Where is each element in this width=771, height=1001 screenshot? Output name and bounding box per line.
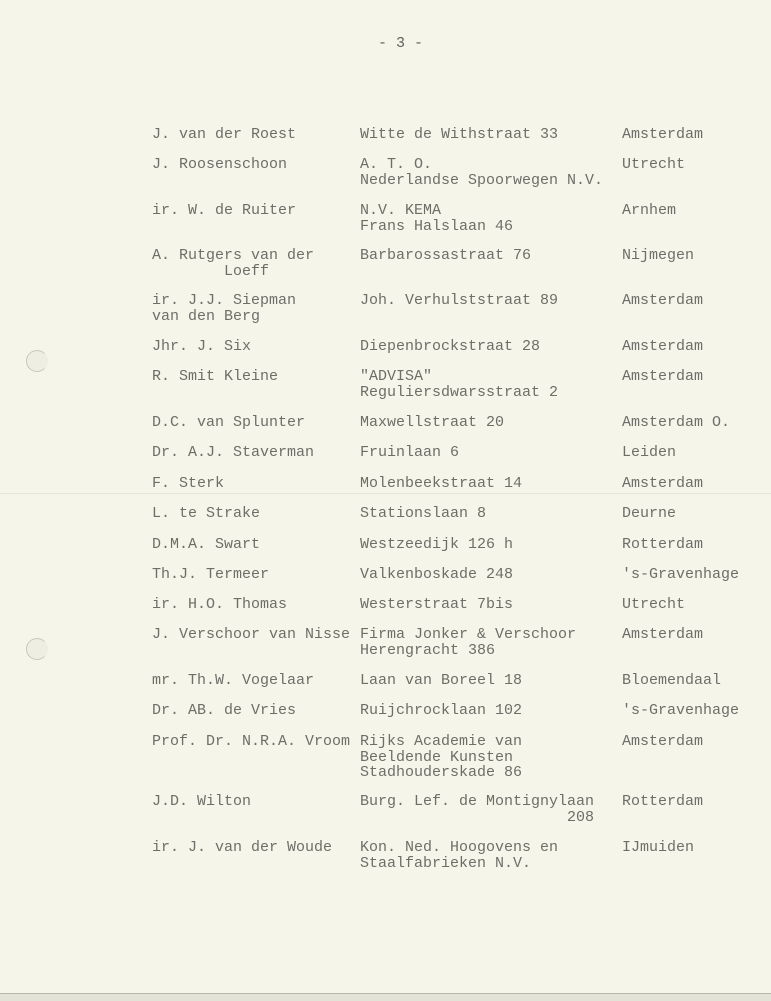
- city-line: Utrecht: [622, 156, 686, 173]
- address-line: Laan van Boreel 18: [360, 672, 523, 689]
- city-line: Amsterdam: [622, 292, 704, 309]
- person-name-line: Th.J. Termeer: [152, 566, 270, 583]
- punch-hole-icon: [26, 638, 48, 660]
- city: [622, 369, 703, 385]
- person-name-line: Dr. AB. de Vries: [152, 702, 297, 719]
- person-name: [152, 627, 350, 643]
- page-number: - 3 -: [378, 35, 424, 52]
- person-name: [152, 248, 314, 279]
- city: [622, 445, 676, 461]
- person-name: [152, 597, 287, 613]
- person-name: [152, 339, 251, 355]
- person-name-line: L. te Strake: [152, 505, 261, 522]
- city-line: Amsterdam: [622, 733, 704, 750]
- city: [622, 703, 739, 719]
- city: [622, 293, 703, 309]
- address: [360, 415, 504, 431]
- city: [622, 157, 685, 173]
- city-line: Bloemendaal: [622, 672, 722, 689]
- person-name-line: ir. J.J. Siepman: [152, 292, 297, 309]
- person-name: [152, 415, 305, 431]
- address: [360, 567, 513, 583]
- city: [622, 476, 703, 492]
- person-name-line: D.M.A. Swart: [152, 536, 261, 553]
- person-name-line: Dr. A.J. Staverman: [152, 444, 315, 461]
- address-line: Maxwellstraat 20: [360, 414, 505, 431]
- address: [360, 673, 522, 689]
- city: [622, 248, 694, 264]
- address: [360, 248, 531, 264]
- person-name-line: ir. W. de Ruiter: [152, 202, 297, 219]
- address-line: Witte de Withstraat 33: [360, 126, 559, 143]
- address-line: Nederlandse Spoorwegen N.V.: [360, 171, 604, 189]
- address-line: Burg. Lef. de Montignylaan: [360, 793, 595, 810]
- address: [360, 476, 522, 492]
- person-name-line: A. Rutgers van der: [152, 247, 315, 264]
- city: [622, 597, 685, 613]
- city-line: Utrecht: [622, 596, 686, 613]
- address-line: 208: [360, 808, 595, 826]
- person-name: [152, 673, 314, 689]
- address: [360, 627, 576, 658]
- city-line: 's-Gravenhage: [622, 702, 740, 719]
- city-line: Amsterdam: [622, 368, 704, 385]
- person-name-line: J. van der Roest: [152, 126, 297, 143]
- person-name-line: F. Sterk: [152, 475, 225, 492]
- address: [360, 339, 540, 355]
- person-name-line: Jhr. J. Six: [152, 338, 252, 355]
- city-line: Rotterdam: [622, 793, 704, 810]
- address-line: Rijks Academie van: [360, 733, 523, 750]
- person-name: [152, 203, 296, 219]
- person-name-line: Loeff: [152, 262, 270, 280]
- person-name-line: R. Smit Kleine: [152, 368, 279, 385]
- address-line: Stadhouderskade 86: [360, 764, 523, 781]
- person-name: [152, 703, 296, 719]
- person-name-line: J. Verschoor van Nisse: [152, 626, 351, 643]
- person-name: [152, 369, 278, 385]
- address-line: Diepenbrockstraat 28: [360, 338, 541, 355]
- city: [622, 415, 730, 431]
- paper-fold-line: [0, 493, 771, 494]
- address-line: Barbarossastraat 76: [360, 247, 532, 264]
- city: [622, 627, 703, 643]
- person-name-line: mr. Th.W. Vogelaar: [152, 672, 315, 689]
- punch-hole-icon: [26, 350, 48, 372]
- address-line: Staalfabrieken N.V.: [360, 854, 532, 872]
- person-name: [152, 840, 332, 856]
- city-line: Amsterdam: [622, 475, 704, 492]
- address-line: Valkenboskade 248: [360, 566, 514, 583]
- address: [360, 537, 513, 553]
- city-line: Amsterdam: [622, 126, 704, 143]
- address-line: Molenbeekstraat 14: [360, 475, 523, 492]
- address-line: Herengracht 386: [360, 641, 496, 659]
- city: [622, 567, 739, 583]
- address-line: Firma Jonker & Verschoor: [360, 626, 577, 643]
- city: [622, 127, 703, 143]
- city-line: Rotterdam: [622, 536, 704, 553]
- city: [622, 734, 703, 750]
- address-line: Stationslaan 8: [360, 505, 487, 522]
- person-name: [152, 157, 287, 173]
- address: [360, 157, 603, 188]
- city-line: Nijmegen: [622, 247, 695, 264]
- address: [360, 203, 513, 234]
- address: [360, 597, 513, 613]
- person-name: [152, 537, 260, 553]
- person-name-line: D.C. van Splunter: [152, 414, 306, 431]
- city-line: Deurne: [622, 505, 677, 522]
- city: [622, 339, 703, 355]
- person-name: [152, 127, 296, 143]
- city-line: IJmuiden: [622, 839, 695, 856]
- city: [622, 794, 703, 810]
- person-name: [152, 293, 296, 324]
- address: [360, 369, 558, 400]
- person-name-line: ir. H.O. Thomas: [152, 596, 288, 613]
- person-name: [152, 506, 260, 522]
- person-name: [152, 445, 314, 461]
- person-name-line: van den Berg: [152, 307, 261, 325]
- person-name: [152, 567, 269, 583]
- address: [360, 445, 459, 461]
- city: [622, 203, 676, 219]
- address: [360, 293, 558, 309]
- address: [360, 794, 594, 825]
- city: [622, 840, 694, 856]
- city-line: Amsterdam: [622, 338, 704, 355]
- address-line: Reguliersdwarsstraat 2: [360, 383, 559, 401]
- address: [360, 703, 522, 719]
- address-line: Ruijchrocklaan 102: [360, 702, 523, 719]
- person-name-line: ir. J. van der Woude: [152, 839, 333, 856]
- city-line: Leiden: [622, 444, 677, 461]
- address-line: Beeldende Kunsten: [360, 748, 514, 766]
- city-line: 's-Gravenhage: [622, 566, 740, 583]
- person-name: [152, 734, 350, 750]
- city-line: Amsterdam O.: [622, 414, 731, 431]
- address-line: N.V. KEMA: [360, 202, 442, 219]
- person-name-line: J. Roosenschoon: [152, 156, 288, 173]
- address-line: Westerstraat 7bis: [360, 596, 514, 613]
- address-line: Joh. Verhulststraat 89: [360, 292, 559, 309]
- city-line: Arnhem: [622, 202, 677, 219]
- address-line: "ADVISA": [360, 368, 433, 385]
- address: [360, 840, 558, 871]
- address: [360, 127, 558, 143]
- address: [360, 734, 522, 781]
- address-line: Frans Halslaan 46: [360, 217, 514, 235]
- person-name-line: J.D. Wilton: [152, 793, 252, 810]
- person-name: [152, 476, 224, 492]
- person-name: [152, 794, 251, 810]
- address: [360, 506, 486, 522]
- city: [622, 506, 676, 522]
- address-line: Fruinlaan 6: [360, 444, 460, 461]
- address-line: Westzeedijk 126 h: [360, 536, 514, 553]
- city-line: Amsterdam: [622, 626, 704, 643]
- person-name-line: Prof. Dr. N.R.A. Vroom: [152, 733, 351, 750]
- city: [622, 673, 721, 689]
- address-line: Kon. Ned. Hoogovens en: [360, 839, 559, 856]
- city: [622, 537, 703, 553]
- address-line: A. T. O.: [360, 156, 433, 173]
